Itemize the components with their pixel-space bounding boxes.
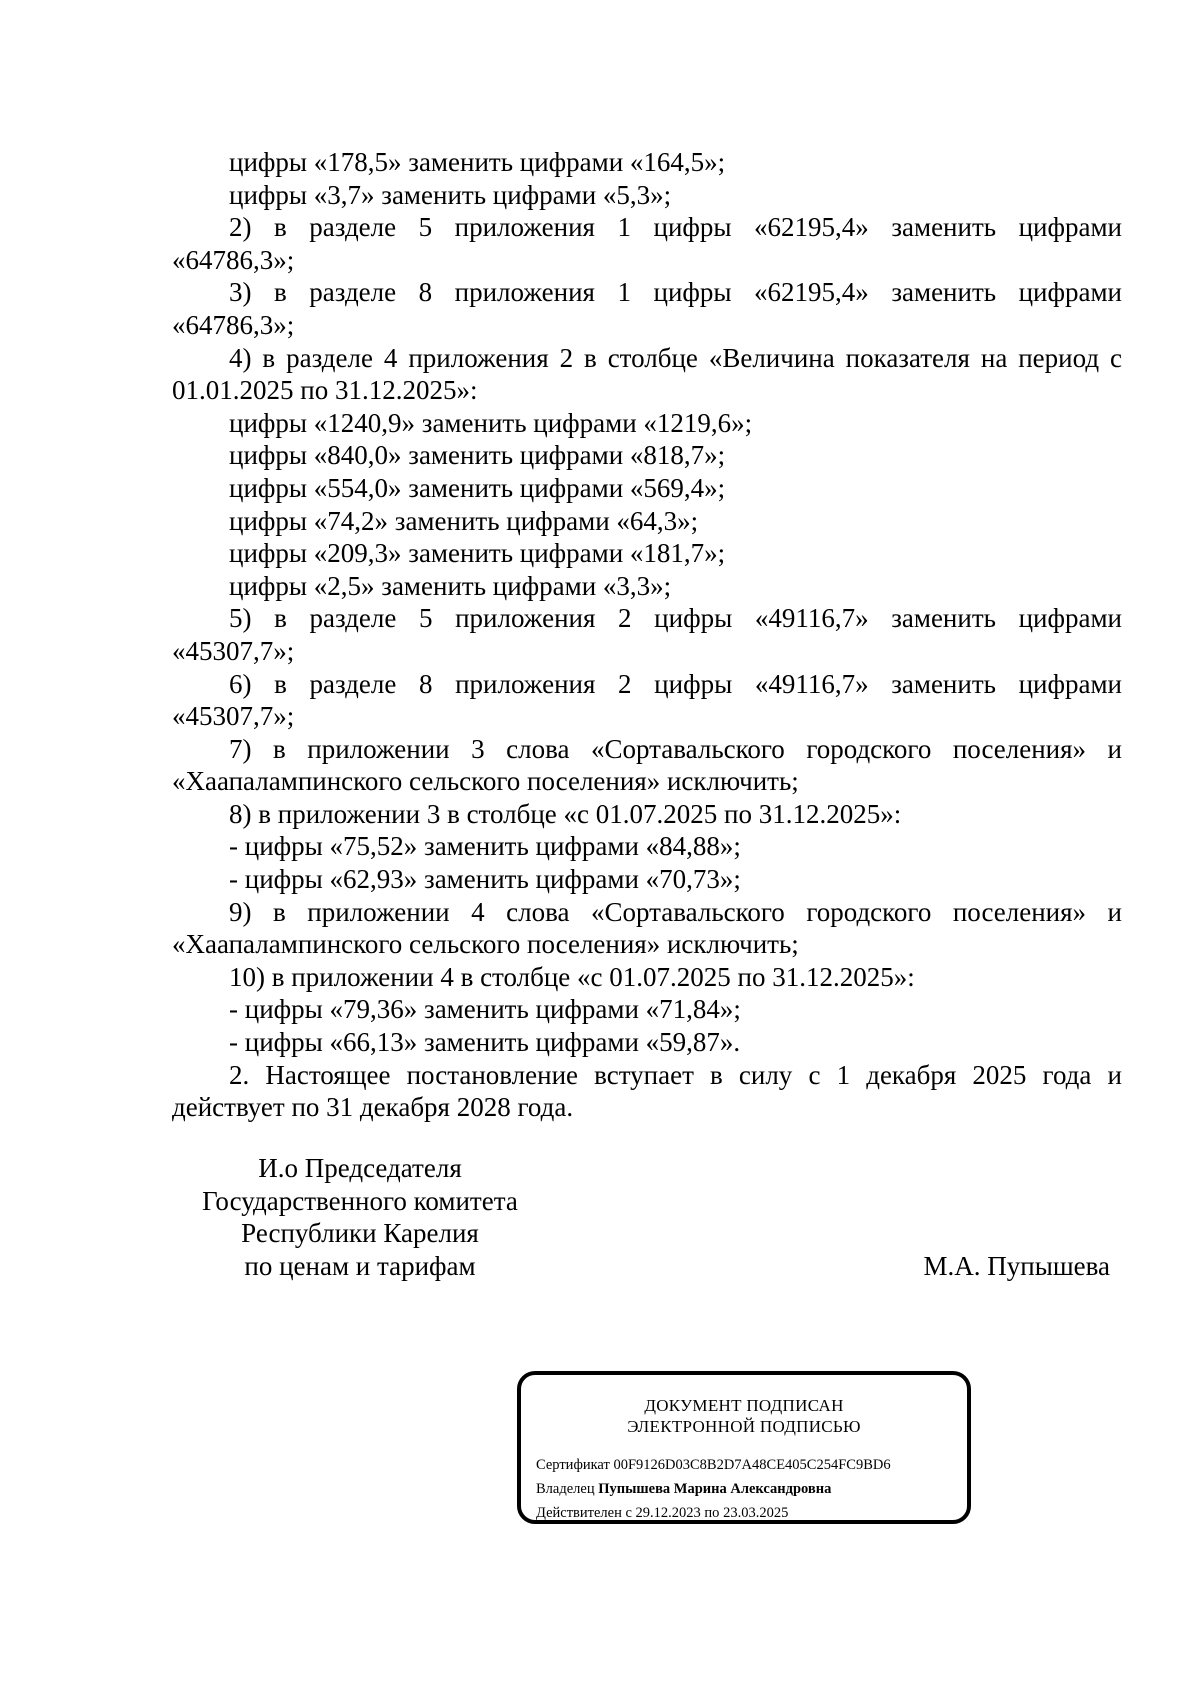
body-line: 4) в разделе 4 приложения 2 в столбце «Величина показателя на период с xyxy=(229,342,1122,373)
stamp-title-line: ЭЛЕКТРОННОЙ ПОДПИСЬЮ xyxy=(627,1417,861,1436)
body-line: «64786,3»; xyxy=(172,244,295,275)
certificate-label: Сертификат xyxy=(536,1457,610,1473)
valid-to: 23.03.2025 xyxy=(723,1505,789,1521)
body-line: цифры «178,5» заменить цифрами «164,5»; xyxy=(229,147,726,177)
body-line: - цифры «66,13» заменить цифрами «59,87». xyxy=(229,1027,741,1058)
body-line: 8) в приложении 3 в столбце «с 01.07.2025 по 31.12.2025»: xyxy=(229,798,902,829)
owner-value: Пупышева Марина Александровна xyxy=(598,1481,832,1497)
body-line: - цифры «79,36» заменить цифрами «71,84»; xyxy=(229,994,741,1025)
position-line: Государственного комитета xyxy=(202,1185,518,1216)
body-line: - цифры «75,52» заменить цифрами «84,88»; xyxy=(229,831,741,862)
body-line: действует по 31 декабря 2028 года. xyxy=(172,1092,574,1123)
stamp-validity-row xyxy=(536,1501,891,1525)
position-line: Республики Карелия xyxy=(241,1218,479,1249)
body-text xyxy=(172,146,1122,1124)
body-line: «Хаапалампинского сельского поселения» исключить; xyxy=(172,929,799,960)
valid-label: Действителен xyxy=(536,1505,622,1521)
owner-label: Владелец xyxy=(536,1481,595,1497)
body-line: - цифры «62,93» заменить цифрами «70,73»; xyxy=(229,864,741,895)
body-line: 2) в разделе 5 приложения 1 цифры «62195,4» заменить цифрами xyxy=(229,212,1122,243)
valid-from: 29.12.2023 xyxy=(635,1505,701,1521)
valid-from-prefix: с xyxy=(625,1505,632,1521)
stamp-details xyxy=(536,1453,891,1525)
body-line: 2. Настоящее постановление вступает в силу с 1 декабря 2025 года и xyxy=(229,1059,1122,1090)
stamp-title xyxy=(521,1395,967,1437)
body-line: 3) в разделе 8 приложения 1 цифры «62195,4» заменить цифрами xyxy=(229,277,1122,308)
body-line: «45307,7»; xyxy=(172,701,295,732)
signatory-position xyxy=(180,1152,540,1282)
signatory-name: М.А. Пупышева xyxy=(923,1251,1110,1281)
stamp-certificate-row xyxy=(536,1453,891,1477)
position-line: И.о Председателя xyxy=(258,1153,462,1183)
stamp-owner-row xyxy=(536,1477,891,1501)
body-line: 7) в приложении 3 слова «Сортавальского городского поселения» и xyxy=(229,733,1122,764)
body-line: цифры «1240,9» заменить цифрами «1219,6»; xyxy=(229,407,753,438)
body-line: цифры «554,0» заменить цифрами «569,4»; xyxy=(229,472,726,503)
position-line: по ценам и тарифам xyxy=(244,1250,476,1281)
body-line: «64786,3»; xyxy=(172,309,295,340)
body-line: цифры «74,2» заменить цифрами «64,3»; xyxy=(229,505,699,536)
body-line: 01.01.2025 по 31.12.2025»: xyxy=(172,375,478,406)
body-line: «Хаапалампинского сельского поселения» исключить; xyxy=(172,766,799,797)
body-line: цифры «2,5» заменить цифрами «3,3»; xyxy=(229,570,672,601)
body-line: «45307,7»; xyxy=(172,635,295,666)
certificate-value: 00F9126D03C8B2D7A48CE405C254FC9BD6 xyxy=(613,1457,891,1473)
electronic-signature-stamp xyxy=(517,1371,971,1524)
body-line: цифры «209,3» заменить цифрами «181,7»; xyxy=(229,538,726,569)
stamp-title-line: ДОКУМЕНТ ПОДПИСАН xyxy=(644,1396,844,1415)
body-line: 10) в приложении 4 в столбце «с 01.07.2025 по 31.12.2025»: xyxy=(229,961,915,992)
body-line: 6) в разделе 8 приложения 2 цифры «49116,7» заменить цифрами xyxy=(229,668,1122,699)
body-line: цифры «840,0» заменить цифрами «818,7»; xyxy=(229,440,726,471)
body-line: цифры «3,7» заменить цифрами «5,3»; xyxy=(229,179,672,210)
valid-to-prefix: по xyxy=(704,1505,720,1521)
body-line: 5) в разделе 5 приложения 2 цифры «49116,7» заменить цифрами xyxy=(229,603,1122,634)
body-line: 9) в приложении 4 слова «Сортавальского городского поселения» и xyxy=(229,896,1122,927)
